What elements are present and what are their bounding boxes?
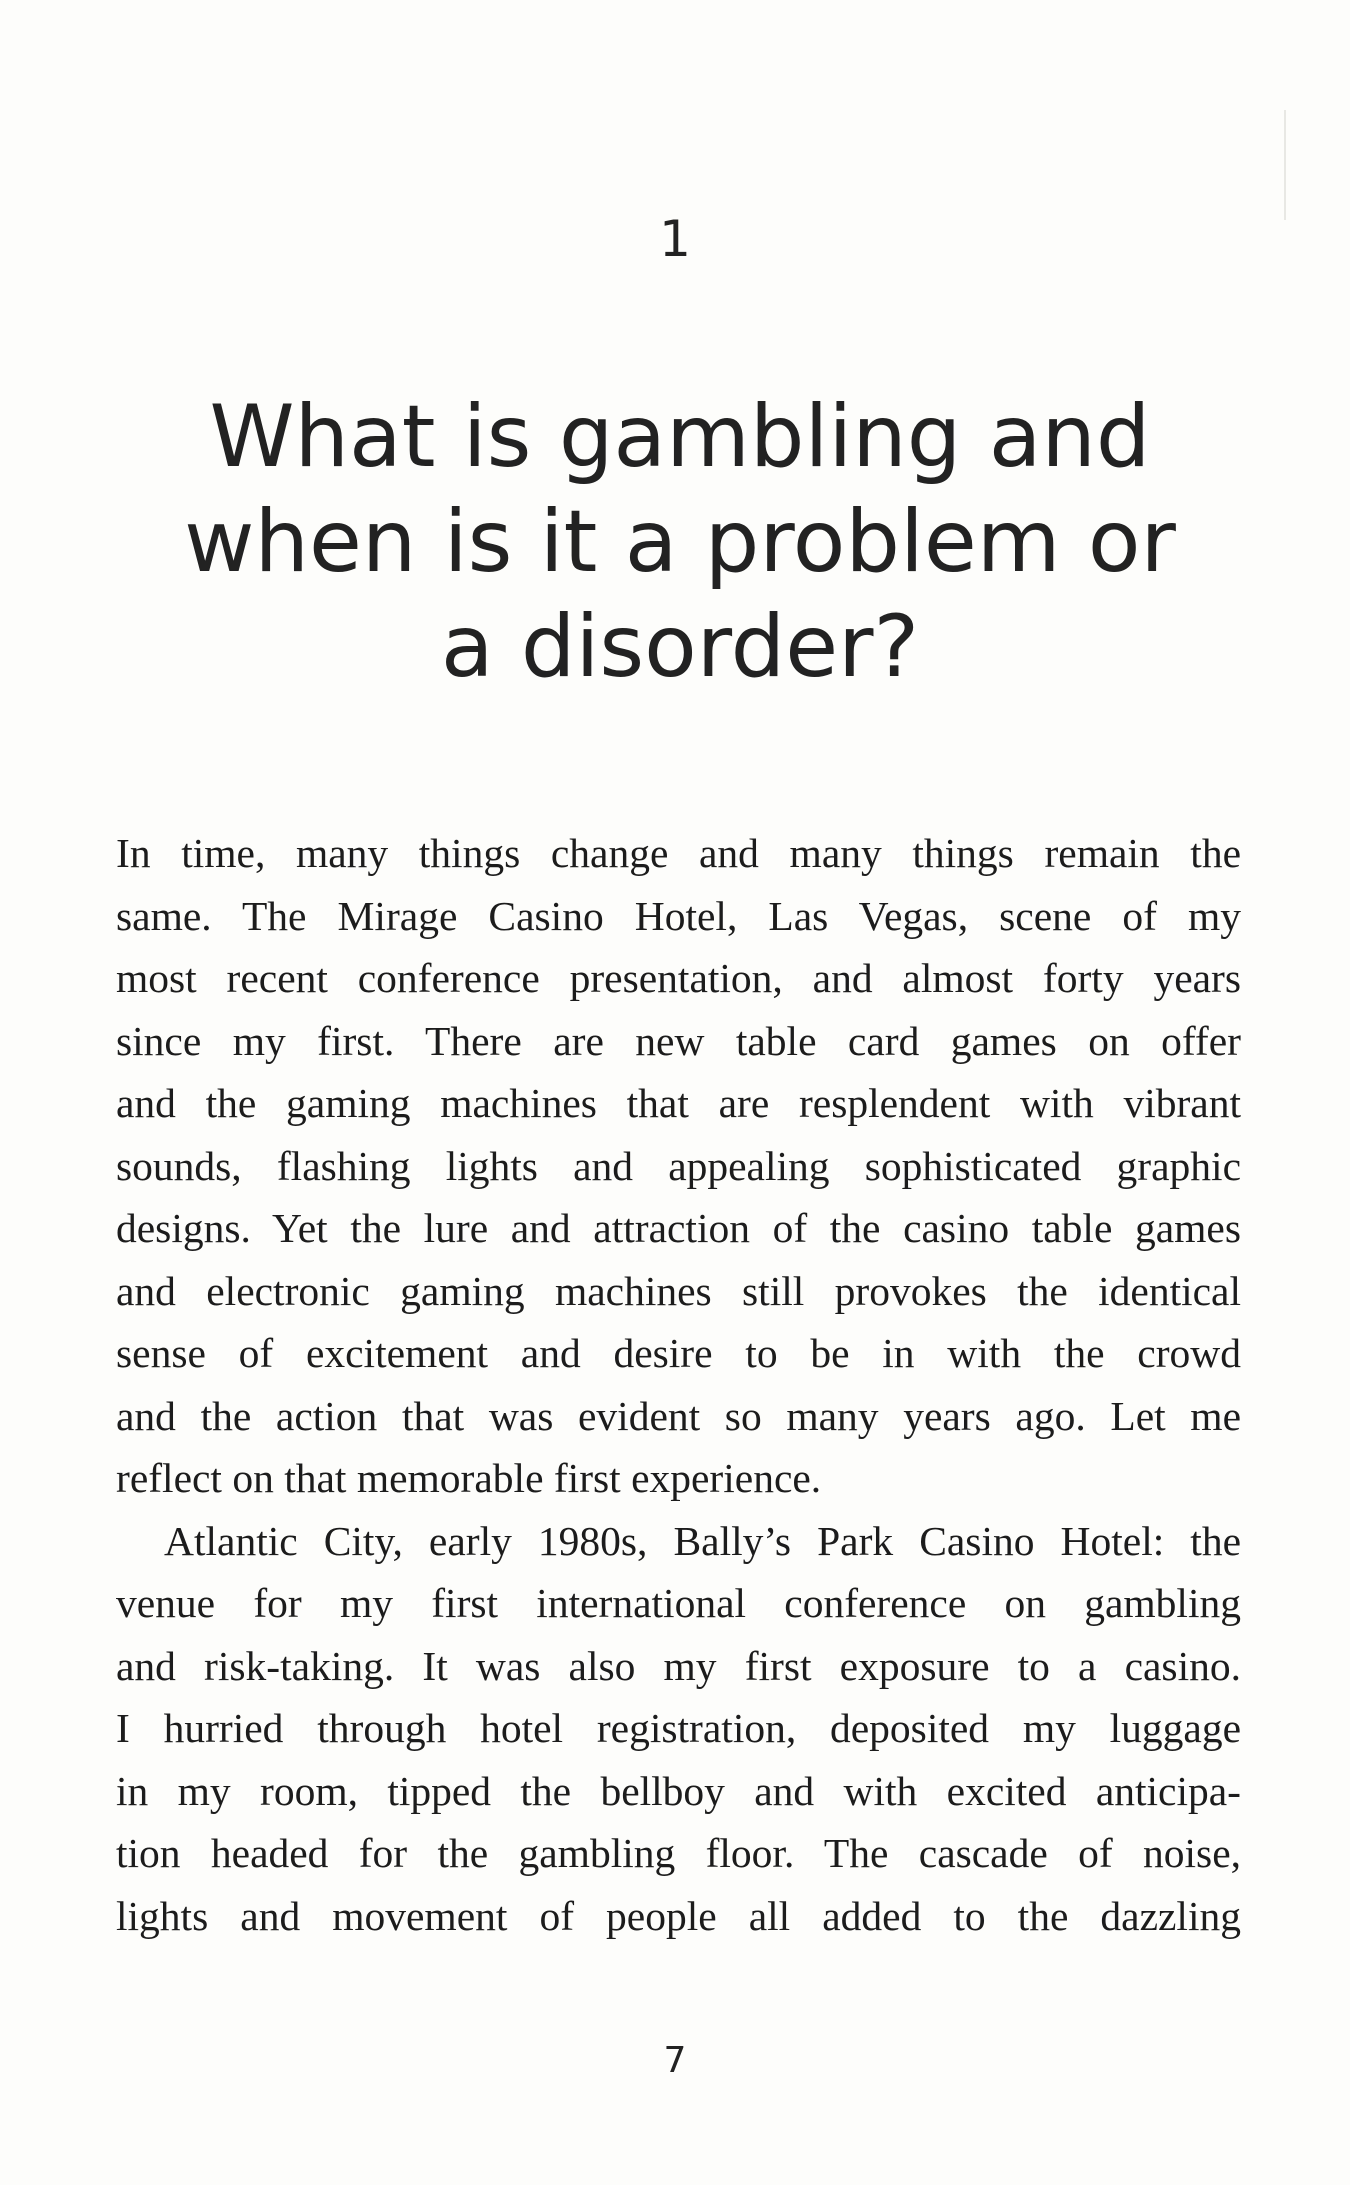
text-line: in my room, tipped the bellboy and with excited anticipa- (116, 1767, 1241, 1814)
text-line: sounds, flashing lights and appealing sophisticated graphic (116, 1142, 1241, 1189)
chapter-title-line: when is it a problem or (184, 492, 1176, 592)
chapter-number: 1 (659, 210, 691, 268)
text-line: most recent conference presentation, and almost forty years (116, 955, 1241, 1001)
text-line: since my first. There are new table card games on offer (116, 1017, 1241, 1064)
text-line: venue for my first international conference on gambling (116, 1580, 1241, 1626)
chapter-title-line: a disorder? (440, 597, 920, 697)
text-line: and risk-taking. It was also my first exposure to a casino. (116, 1642, 1241, 1689)
page-number: 7 (663, 2040, 687, 2081)
text-line: sense of excitement and desire to be in with the crowd (116, 1330, 1241, 1376)
body-text (116, 822, 1241, 1947)
text-line: and the action that was evident so many years ago. Let me (116, 1392, 1241, 1439)
paragraph-2 (116, 1510, 1241, 1948)
chapter-title-line: What is gambling and (209, 387, 1151, 487)
text-line: In time, many things change and many things remain the (116, 830, 1241, 876)
text-line: reflect on that memorable first experience. (116, 1455, 822, 1501)
text-line: same. The Mirage Casino Hotel, Las Vegas, scene of my (116, 892, 1241, 939)
text-line: Atlantic City, early 1980s, Bally’s Park Casino Hotel: the (164, 1517, 1241, 1564)
paragraph-1 (116, 822, 1241, 1510)
text-line: tion headed for the gambling floor. The cascade of noise, (116, 1830, 1241, 1876)
scan-artifact (1284, 110, 1286, 220)
text-line: and the gaming machines that are resplendent with vibrant (116, 1080, 1241, 1126)
chapter-title (120, 385, 1240, 700)
text-line: and electronic gaming machines still provokes the identical (116, 1267, 1241, 1314)
text-line: lights and movement of people all added to the dazzling (116, 1892, 1241, 1939)
text-line: I hurried through hotel registration, deposited my luggage (116, 1705, 1241, 1751)
text-line: designs. Yet the lure and attraction of the casino table games (116, 1205, 1241, 1251)
